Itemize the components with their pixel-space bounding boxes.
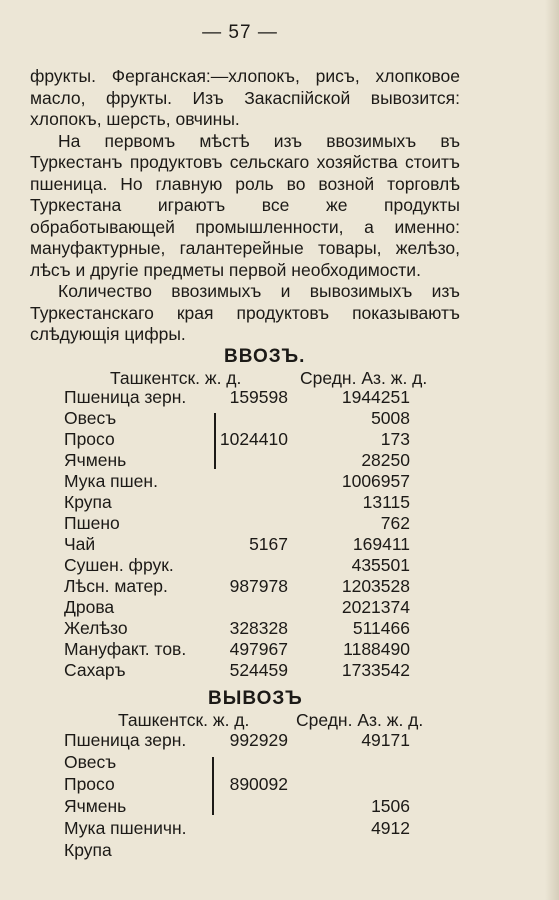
table-row: Сушен. фрук. 435501 (64, 555, 410, 575)
paragraph-1: фрукты. Ферганская:—хлопокъ, рисъ, хлопковое масло, фрукты. Изъ Закаспійской вывозится: хлопокъ, шерсть, овчины. (30, 66, 460, 129)
table-row: Мука пшеничн. 4912 (64, 818, 410, 838)
export-col1-header: Ташкентск. ж. д. (118, 710, 250, 730)
import-col1-header: Ташкентск. ж. д. (110, 368, 242, 388)
table-row: Мануфакт. тов. 497967 1188490 (64, 639, 410, 659)
import-heading: ВВОЗЪ. (224, 346, 306, 367)
export-heading: ВЫВОЗЪ (208, 688, 303, 709)
table-row: Крупа (64, 840, 112, 860)
table-row: Чай 5167 169411 (64, 534, 410, 554)
export-brace (212, 757, 214, 815)
table-row: Ячмень 28250 (64, 450, 410, 470)
import-brace (214, 413, 216, 469)
table-row: Ячмень 1506 (64, 796, 410, 816)
body-text (30, 66, 460, 346)
table-row: Желѣзо 328328 511466 (64, 618, 410, 638)
import-col2-header: Средн. Аз. ж. д. (300, 368, 428, 388)
table-row: Овесъ (64, 752, 117, 772)
table-row: Просо 1024410 173 (64, 429, 410, 449)
table-row: Пшеница зерн. 992929 49171 (64, 730, 410, 750)
table-row: Сахаръ 524459 1733542 (64, 660, 410, 680)
page-spine-shadow (545, 0, 559, 900)
table-row: Крупа 13115 (64, 492, 410, 512)
paragraph-3: Количество ввозимыхъ и вывозимыхъ изъ Туркестанскаго края продуктовъ показываютъ слѣдующія цифры. (30, 281, 460, 344)
table-row: Дрова 2021374 (64, 597, 410, 617)
table-row: Пшено 762 (64, 513, 410, 533)
table-row: Мука пшен. 1006957 (64, 471, 410, 491)
table-row: Овесъ 5008 (64, 408, 410, 428)
table-row: Пшеница зерн. 159598 1944251 (64, 387, 410, 407)
page-number: — 57 — (202, 22, 278, 43)
table-row: Лѣсн. матер. 987978 1203528 (64, 576, 410, 596)
paragraph-2: На первомъ мѣстѣ изъ ввозимыхъ въ Туркестанъ продуктовъ сельскаго хозяйства стоитъ пшеница. Но главную роль во возной торговлѣ Туркестана играютъ все же продукты обработывающей промышленности, а именно: мануфактурные, галантерейные товары, желѣзо, лѣсъ и другіе предметы первой необходимости. (30, 130, 460, 280)
table-row: Просо 890092 (64, 774, 288, 794)
export-col2-header: Средн. Аз. ж. д. (296, 710, 424, 730)
